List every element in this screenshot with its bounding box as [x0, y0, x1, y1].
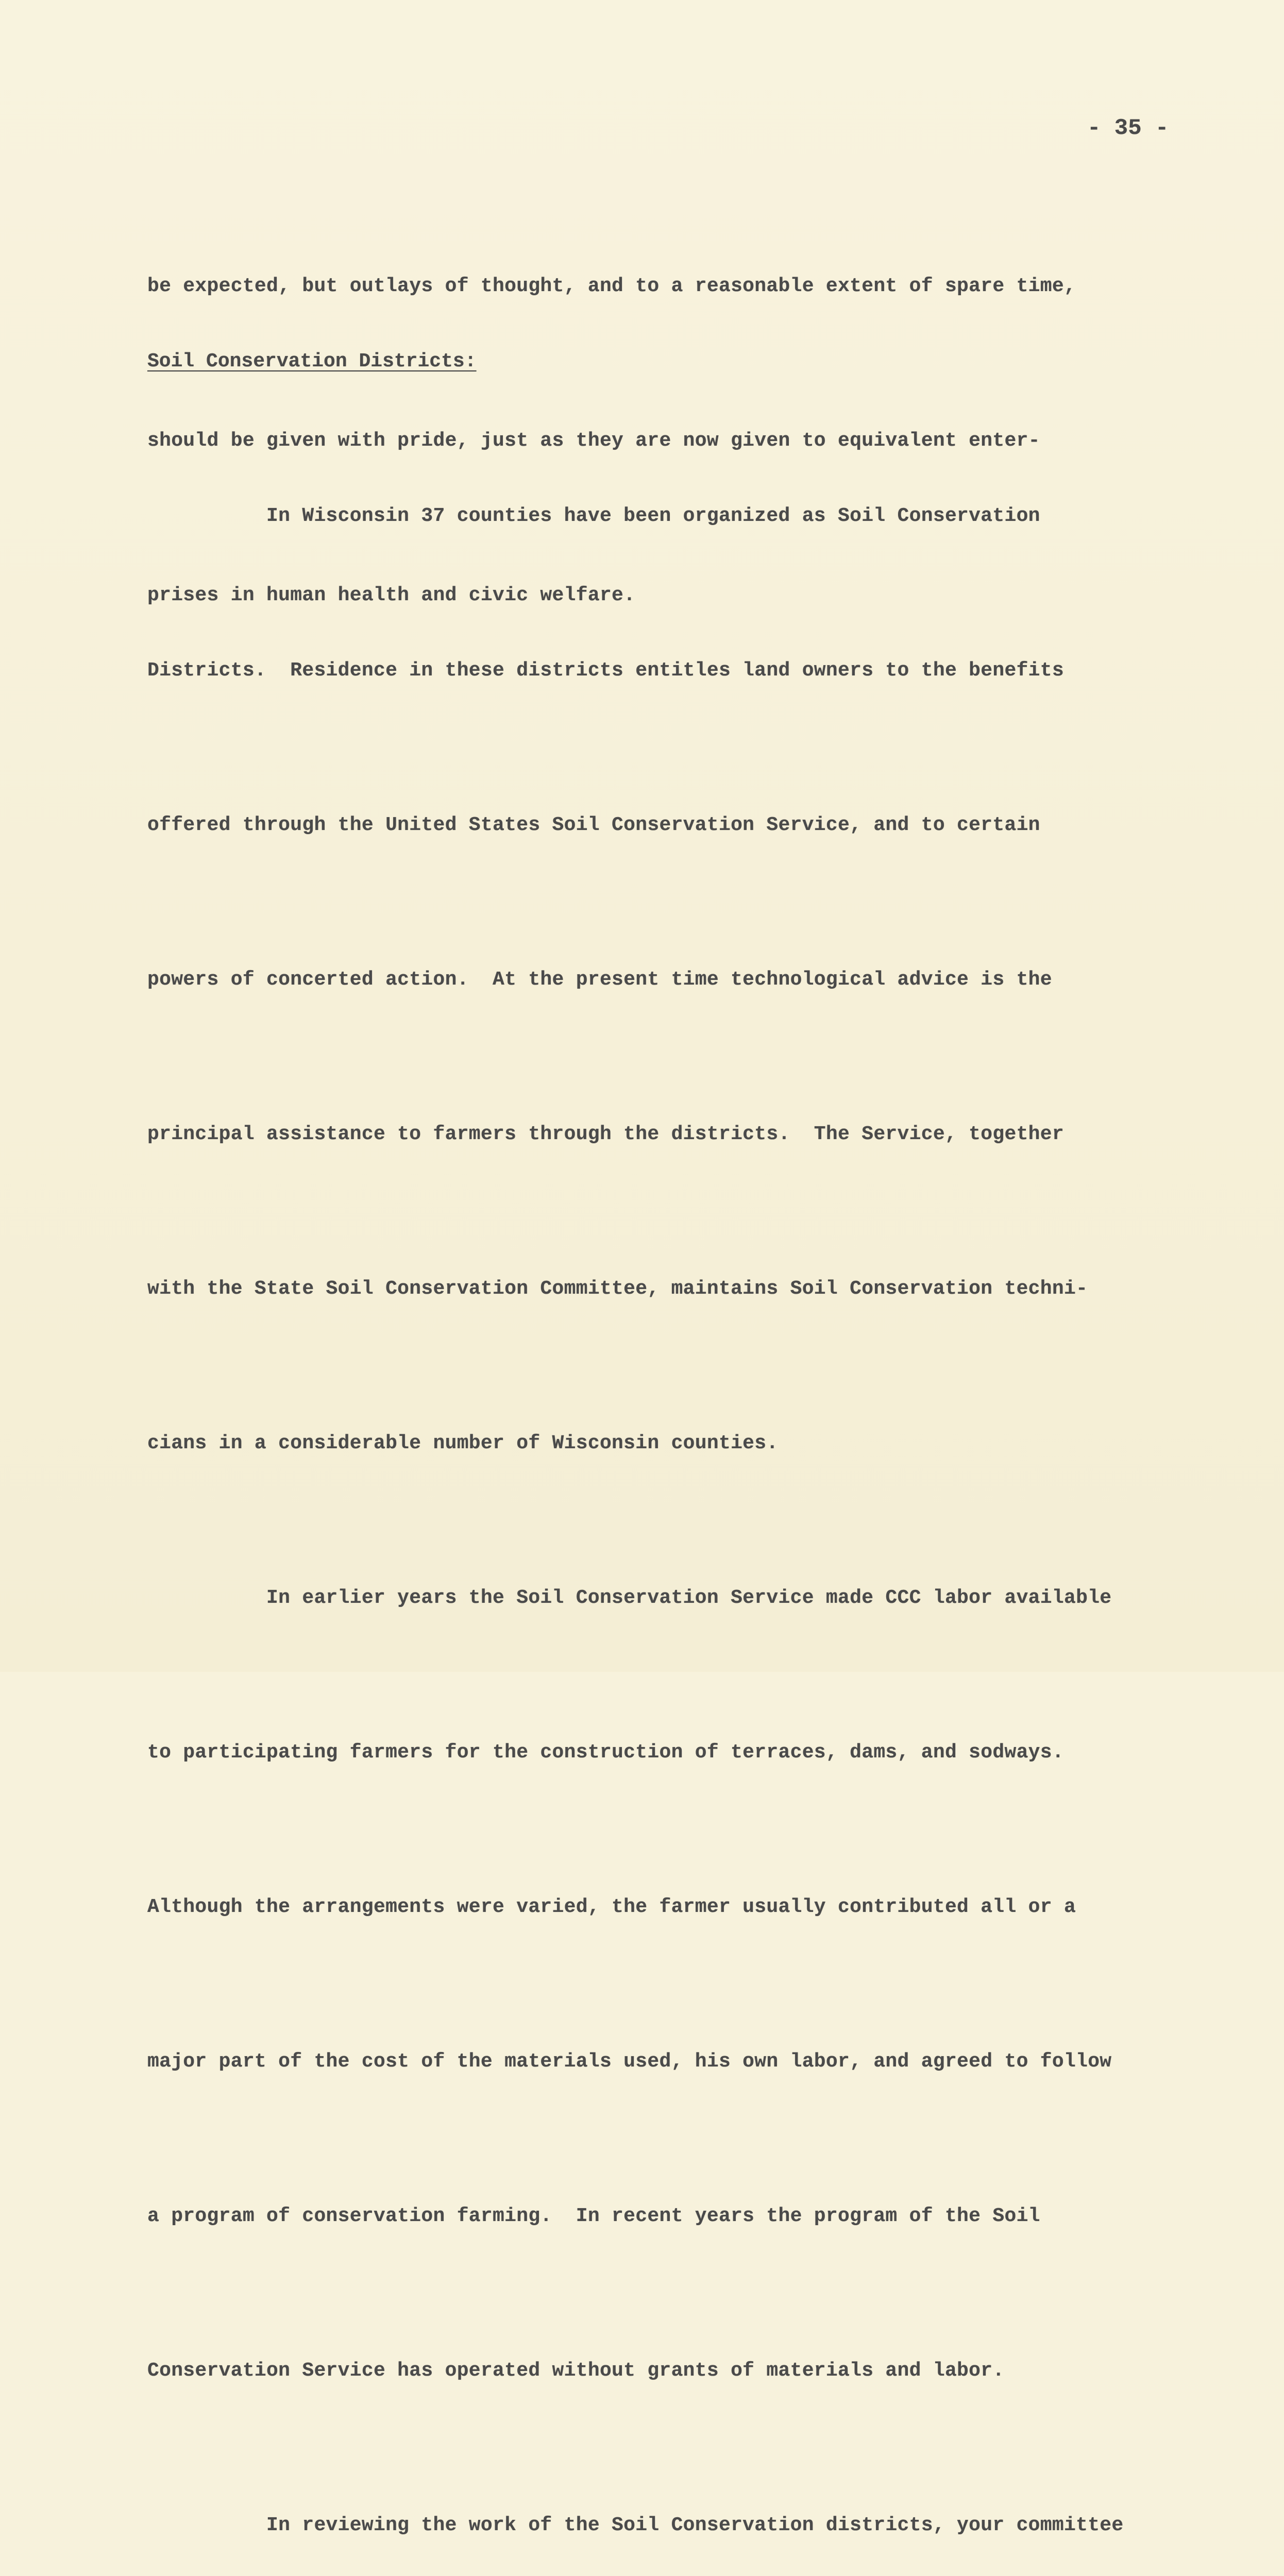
- text-line: cians in a considerable number of Wisconsin counties.: [147, 1432, 779, 1454]
- text-line: with the State Soil Conservation Committee, maintains Soil Conservation techni-: [147, 1278, 1088, 1300]
- text-line: should be given with pride, just as they are now given to equivalent enter-: [147, 430, 1040, 452]
- text-line: major part of the cost of the materials used, his own labor, and agreed to follow: [147, 2050, 1112, 2073]
- text-line: principal assistance to farmers through the districts. The Service, together: [147, 1123, 1064, 1145]
- text-line: a program of conservation farming. In recent years the program of the Soil: [147, 2205, 1040, 2227]
- text-line: In earlier years the Soil Conservation Service made CCC labor available: [147, 1587, 1112, 1609]
- page-number: - 35 -: [1087, 115, 1169, 141]
- text-line: In reviewing the work of the Soil Conservation districts, your committee: [147, 2514, 1124, 2536]
- text-line: to participating farmers for the construction of terraces, dams, and sodways.: [147, 1741, 1064, 1764]
- body-text: [147, 387, 1147, 2576]
- text-line: Although the arrangements were varied, the farmer usually contributed all or a: [147, 1896, 1076, 1918]
- text-line: Districts. Residence in these districts entitles land owners to the benefits: [147, 659, 1064, 682]
- text-line: powers of concerted action. At the present time technological advice is the: [147, 969, 1052, 991]
- text-line: prises in human health and civic welfare.: [147, 584, 636, 606]
- text-line: be expected, but outlays of thought, and to a reasonable extent of spare time,: [147, 275, 1076, 297]
- text-line: offered through the United States Soil Conservation Service, and to certain: [147, 814, 1040, 836]
- text-line: Conservation Service has operated without grants of materials and labor.: [147, 2360, 1005, 2382]
- section-heading: Soil Conservation Districts:: [147, 350, 477, 372]
- text-line: In Wisconsin 37 counties have been organized as Soil Conservation: [147, 505, 1040, 527]
